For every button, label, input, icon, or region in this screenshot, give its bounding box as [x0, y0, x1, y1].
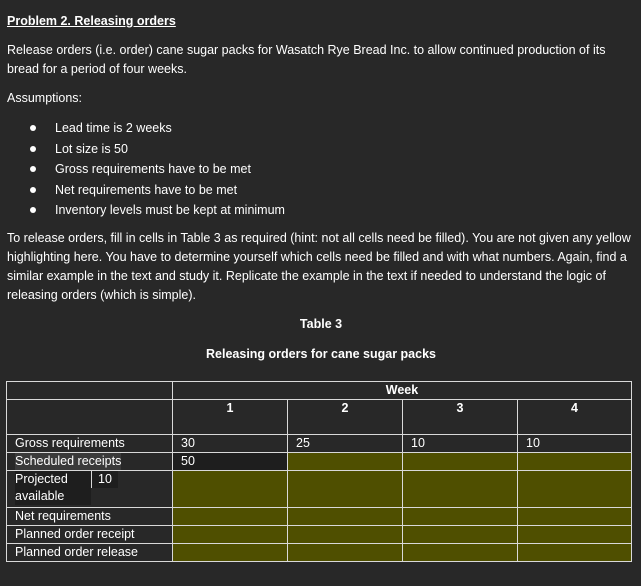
problem-title: Problem 2. Releasing orders	[7, 14, 176, 28]
row-label: Net requirements	[7, 508, 173, 526]
row-label: Planned order release	[7, 544, 173, 562]
table-row	[7, 544, 632, 562]
table-row	[7, 508, 632, 526]
bullet-icon	[30, 207, 36, 213]
gross-cell[interactable]: 10	[518, 435, 632, 453]
gross-cell[interactable]: 30	[173, 435, 288, 453]
projected-cell[interactable]	[518, 471, 632, 508]
table-row	[7, 400, 632, 435]
net-cell[interactable]	[288, 508, 403, 526]
planned-receipt-cell[interactable]	[518, 526, 632, 544]
bullet-icon	[30, 125, 36, 131]
bullet-icon	[30, 187, 36, 193]
table-row	[7, 471, 632, 508]
net-cell[interactable]	[518, 508, 632, 526]
table-title: Releasing orders for cane sugar packs	[206, 346, 436, 361]
projected-cell[interactable]	[173, 471, 288, 508]
list-item: Net requirements have to be met	[7, 180, 635, 201]
intro-paragraph: Release orders (i.e. order) cane sugar packs for Wasatch Rye Bread Inc. to allow continued production of its bread for a period of four weeks.	[7, 43, 606, 76]
row-label: Gross requirements	[7, 435, 173, 453]
planned-release-cell[interactable]	[403, 544, 518, 562]
net-cell[interactable]	[403, 508, 518, 526]
table-number: Table 3	[299, 316, 343, 331]
row-label: Projected available	[15, 471, 91, 505]
planned-receipt-cell[interactable]	[173, 526, 288, 544]
planned-receipt-cell[interactable]	[403, 526, 518, 544]
row-label: Planned order receipt	[7, 526, 173, 544]
scheduled-cell[interactable]: 50	[173, 453, 288, 471]
list-item: Lead time is 2 weeks	[7, 118, 635, 139]
mrp-table	[6, 381, 632, 562]
assumptions-list	[7, 118, 635, 221]
net-cell[interactable]	[173, 508, 288, 526]
table-row	[7, 453, 632, 471]
assumptions-label: Assumptions:	[7, 91, 83, 105]
week-header: Week	[173, 382, 632, 400]
table-cell-empty	[7, 382, 173, 400]
document-body	[7, 12, 635, 364]
list-item: Gross requirements have to be met	[7, 159, 635, 180]
list-item: Lot size is 50	[7, 139, 635, 160]
scheduled-cell[interactable]	[403, 453, 518, 471]
instructions-paragraph: To release orders, fill in cells in Table 3 as required (hint: not all cells need be filled). You are not given any yellow highlighting here. You have to determine yourself which cells need be filled and with what numbers. Again, find a similar example in the text and study it. Replicate the example in the text if needed to understand the logic of releasing orders (which is simple).	[7, 230, 631, 302]
list-item: Inventory levels must be kept at minimum	[7, 200, 635, 221]
table-cell-empty	[7, 400, 173, 435]
table-row	[7, 382, 632, 400]
planned-release-cell[interactable]	[173, 544, 288, 562]
scheduled-cell[interactable]	[518, 453, 632, 471]
planned-release-cell[interactable]	[288, 544, 403, 562]
projected-cell[interactable]	[403, 471, 518, 508]
period-header: 3	[403, 400, 518, 435]
bullet-icon	[30, 166, 36, 172]
bullet-icon	[30, 146, 36, 152]
projected-label-group	[15, 471, 172, 505]
row-label-cell	[7, 453, 173, 471]
gross-cell[interactable]: 25	[288, 435, 403, 453]
period-header: 2	[288, 400, 403, 435]
projected-cell[interactable]	[288, 471, 403, 508]
period-header: 4	[518, 400, 632, 435]
table-row	[7, 526, 632, 544]
scheduled-cell[interactable]	[288, 453, 403, 471]
period-header: 1	[173, 400, 288, 435]
table-row	[7, 435, 632, 453]
row-label: Scheduled receipts	[15, 454, 122, 468]
planned-receipt-cell[interactable]	[288, 526, 403, 544]
planned-release-cell[interactable]	[518, 544, 632, 562]
initial-inventory[interactable]: 10	[91, 471, 118, 488]
row-label-cell	[7, 471, 173, 508]
gross-cell[interactable]: 10	[403, 435, 518, 453]
